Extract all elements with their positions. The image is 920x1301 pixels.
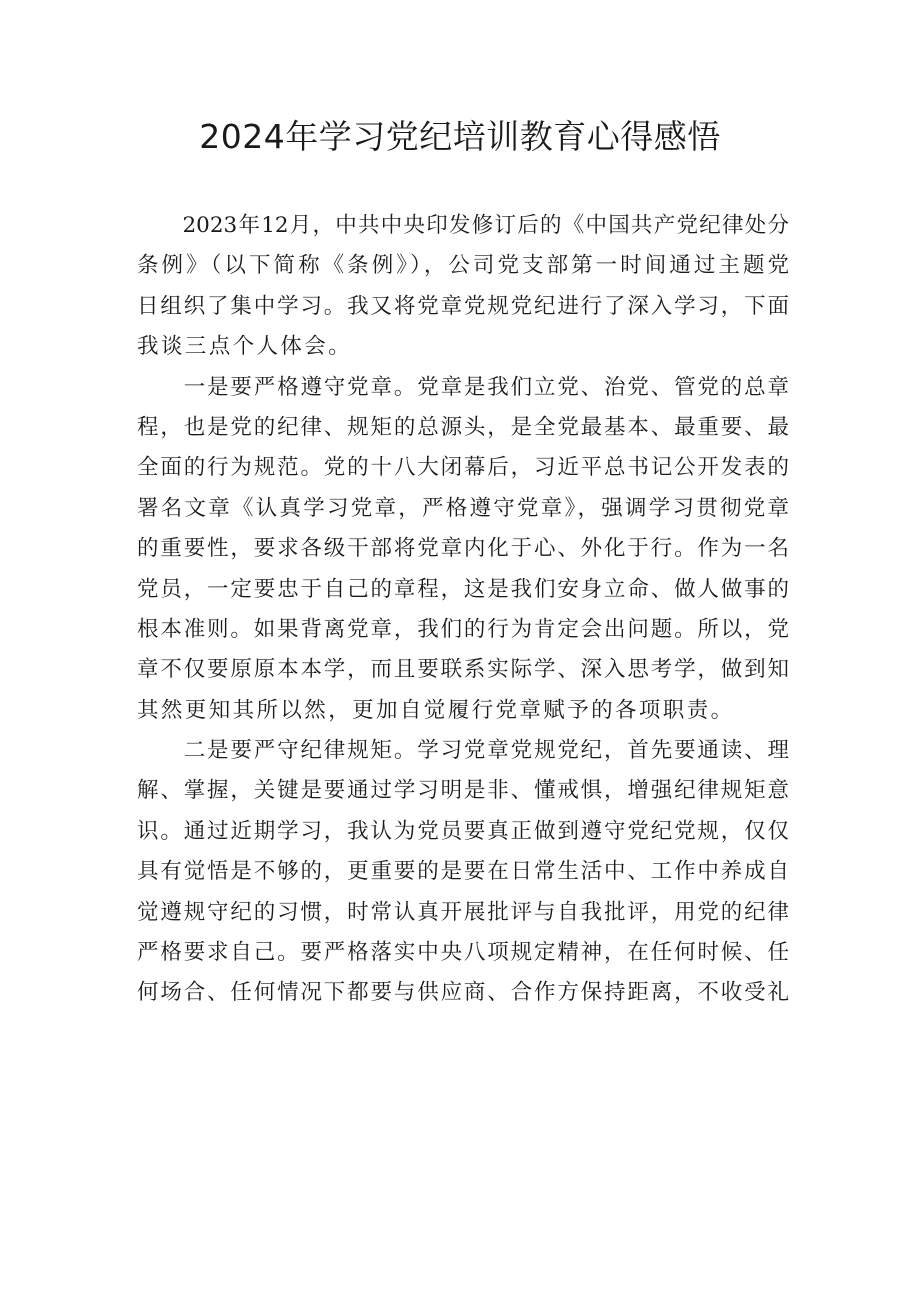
body-line: 日组织了集中学习。我又将党章党规党纪进行了深入学习，下面 xyxy=(137,293,789,319)
body-line: 觉遵规守纪的习惯，时常认真开展批评与自我批评，用党的纪律 xyxy=(137,899,789,925)
body-line: 条例》（以下简称《条例》），公司党支部第一时间通过主题党 xyxy=(137,253,789,279)
body-line: 何场合、任何情况下都要与供应商、合作方保持距离，不收受礼 xyxy=(137,980,789,1006)
body-line: 署名文章《认真学习党章，严格遵守党章》，强调学习贯彻党章 xyxy=(137,495,789,521)
body-line: 识。通过近期学习，我认为党员要真正做到遵守党纪党规，仅仅 xyxy=(137,818,789,844)
body-line: 严格要求自己。要严格落实中央八项规定精神，在任何时候、任 xyxy=(137,940,789,966)
body-line: 根本准则。如果背离党章，我们的行为肯定会出问题。所以，党 xyxy=(137,616,789,642)
body-line: 我谈三点个人体会。 xyxy=(137,334,353,360)
body-line: 的重要性，要求各级干部将党章内化于心、外化于行。作为一名 xyxy=(137,536,789,562)
body-line: 党员，一定要忠于自己的章程，这是我们安身立命、做人做事的 xyxy=(137,576,789,602)
body-line: 章不仅要原原本本学，而且要联系实际学、深入思考学，做到知 xyxy=(137,657,789,683)
body-line: 程，也是党的纪律、规矩的总源头，是全党最基本、最重要、最 xyxy=(137,414,789,440)
body-line: 具有觉悟是不够的，更重要的是要在日常生活中、工作中养成自 xyxy=(137,859,789,885)
body-line: 解、掌握，关键是要通过学习明是非、懂戒惧，增强纪律规矩意 xyxy=(137,778,789,804)
body-line: 其然更知其所以然，更加自觉履行党章赋予的各项职责。 xyxy=(137,697,735,723)
document-body xyxy=(137,206,789,1014)
body-line: 二是要严守纪律规矩。学习党章党规党纪，首先要通读、理 xyxy=(137,738,789,764)
body-line: 一是要严格遵守党章。党章是我们立党、治党、管党的总章 xyxy=(137,374,789,400)
document-title: 2024年学习党纪培训教育心得感悟 xyxy=(199,117,721,156)
body-line: 2023年12月，中共中央印发修订后的《中国共产党纪律处分 xyxy=(137,213,789,238)
body-line: 全面的行为规范。党的十八大闭幕后，习近平总书记公开发表的 xyxy=(137,455,789,481)
